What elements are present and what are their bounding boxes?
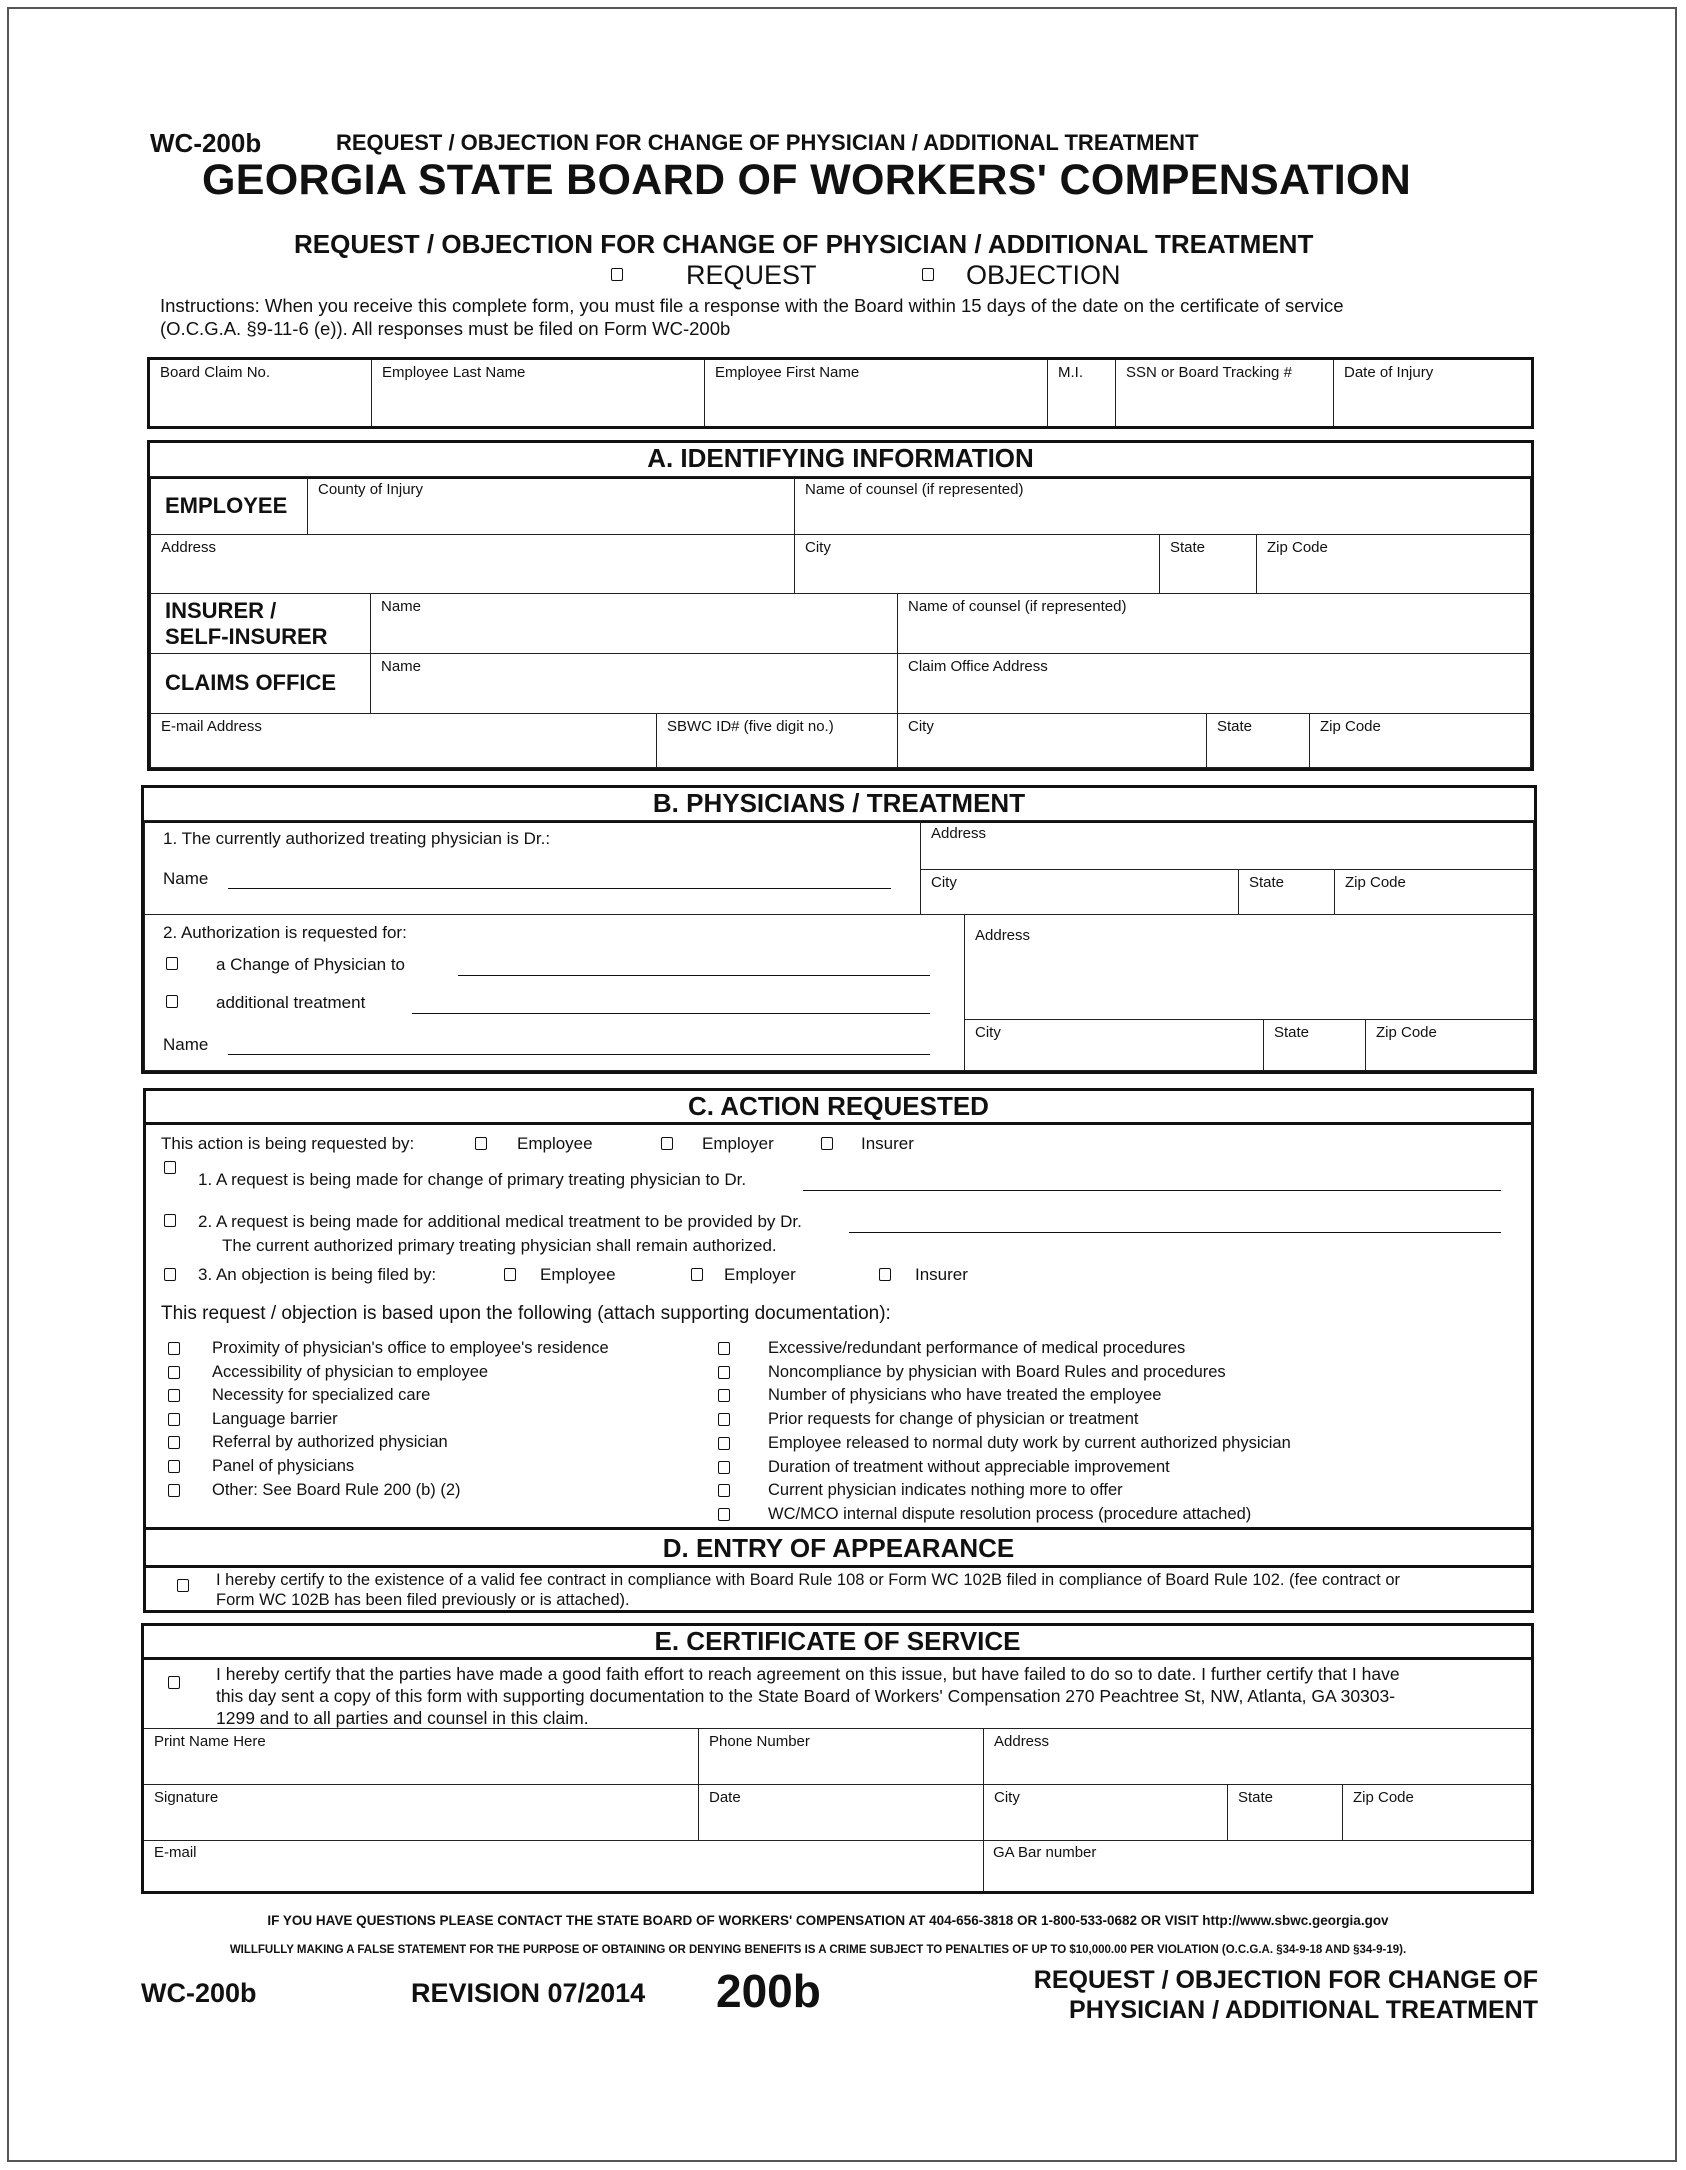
section-e-title: E. CERTIFICATE OF SERVICE [144,1626,1531,1660]
reason-checkbox[interactable] [168,1484,180,1497]
field-label: Print Name Here [154,1733,266,1750]
claim-office-address-field[interactable] [897,653,1531,714]
item1-label: 1. A request is being made for change of primary treating physician to Dr. [198,1170,747,1189]
employee-address-field[interactable] [150,534,795,594]
claim-header-table [147,357,1534,429]
claims-office-label: CLAIMS OFFICE [165,670,337,695]
item2-label: 2. A request is being made for additional medical treatment to be provided by Dr. [198,1212,802,1231]
requested-by-insurer-label: Insurer [861,1134,914,1153]
mi-field[interactable] [1048,360,1116,426]
reason-label: Accessibility of physician to employee [212,1362,489,1381]
address-field[interactable] [983,1728,1531,1785]
contact-notice: IF YOU HAVE QUESTIONS PLEASE CONTACT THE STATE BOARD OF WORKERS' COMPENSATION AT 404-656-3818 OR 1-800-533-0682 OR VISIT http://www.sbwc.georgia.gov [267,1913,1389,1928]
employee-zip-field[interactable] [1256,534,1531,594]
current-physician-name-input[interactable] [228,888,891,889]
field-label: SBWC ID# (five digit no.) [667,718,834,735]
current-physician-state-field[interactable] [1238,869,1335,915]
requested-physician-state-field[interactable] [1263,1019,1366,1071]
current-physician-address-field[interactable] [920,820,1534,870]
section-e [141,1623,1534,1894]
field-label: SSN or Board Tracking # [1126,364,1292,381]
employee-state-field[interactable] [1159,534,1257,594]
field-label: GA Bar number [993,1844,1097,1861]
field-label: City [908,718,934,735]
field-label: Date of Injury [1344,364,1434,381]
field-label: Name of counsel (if represented) [908,598,1127,615]
section-a [147,440,1534,771]
objection-insurer-checkbox[interactable] [879,1268,891,1281]
field-label: Claim Office Address [908,658,1048,675]
city-field[interactable] [983,1784,1228,1841]
current-physician-label: 1. The currently authorized treating physician is Dr.: [163,829,551,848]
email-field[interactable] [144,1840,984,1891]
reason-label: Excessive/redundant performance of medical procedures [768,1339,1186,1357]
reason-label: Employee released to normal duty work by current authorized physician [768,1433,1291,1452]
email-address-field[interactable] [150,713,657,768]
change-of-physician-label: a Change of Physician to [216,955,406,974]
employee-last-name-field[interactable] [372,360,705,426]
claims-city-field[interactable] [897,713,1207,768]
field-label: State [1170,539,1206,556]
field-label: City [931,874,957,891]
form-id: WC-200b [150,128,262,158]
field-label: Address [931,825,987,842]
reason-label: WC/MCO internal dispute resolution process (procedure attached) [768,1504,1252,1523]
objection-label: OBJECTION [966,260,1121,290]
ga-bar-number-field[interactable] [983,1840,1531,1891]
change-of-physician-input[interactable] [458,975,930,976]
reason-label: Prior requests for change of physician or treatment [768,1410,1139,1429]
insurer-counsel-field[interactable] [897,593,1531,654]
reason-label: Proximity of physician's office to employee's residence [212,1339,609,1357]
page-title: GEORGIA STATE BOARD OF WORKERS' COMPENSATION [202,156,1412,204]
field-label: State [1249,874,1285,891]
entry-of-appearance-text-1: I hereby certify to the existence of a valid fee contract in compliance with Board Rule 108 or Form WC 102B filed in compliance of Board Rule 102. (fee contract or [216,1571,1401,1589]
reason-label: Noncompliance by physician with Board Rules and procedures [768,1362,1226,1381]
reason-label: Current physician indicates nothing more to offer [768,1481,1123,1500]
footer-title-1: REQUEST / OBJECTION FOR CHANGE OF [1033,1966,1538,1994]
footer-form-id: WC-200b [141,1978,257,2008]
item1-physician-input[interactable] [803,1190,1501,1191]
form-heading: REQUEST / OBJECTION FOR CHANGE OF PHYSICIAN / ADDITIONAL TREATMENT [294,229,1314,259]
requested-by-employee-checkbox[interactable] [475,1137,487,1150]
date-of-injury-field[interactable] [1334,360,1531,426]
authorization-cell [144,914,965,1071]
claims-office-name-field[interactable] [370,653,898,714]
field-label: County of Injury [318,481,424,498]
certificate-text-1: I hereby certify that the parties have made a good faith effort to reach agreement on this issue, but have failed to do so to date. I further certify that I have [216,1664,1400,1684]
basis-label: This request / objection is based upon the following (attach supporting documentation): [161,1303,891,1324]
requested-by-employer-checkbox[interactable] [661,1137,673,1150]
section-c [143,1088,1534,1613]
field-label: City [805,539,831,556]
field-label: State [1238,1789,1274,1806]
reason-checkbox[interactable] [168,1366,180,1379]
entry-of-appearance-checkbox[interactable] [177,1579,189,1592]
penalty-warning: WILLFULLY MAKING A FALSE STATEMENT FOR THE PURPOSE OF OBTAINING OR DENYING BENEFITS IS A CRIME SUBJECT TO PENALTIES OF UP TO $10,000.00 PER VIOLATION (O.C.G.A. §34-9-18 AND §34-9-19). [229,1944,1407,1956]
insurer-label-cell [150,593,371,654]
reason-checkbox[interactable] [718,1413,730,1426]
field-label: E-mail Address [161,718,262,735]
additional-treatment-checkbox[interactable] [166,995,178,1008]
instructions-line-1: Instructions: When you receive this complete form, you must file a response with the Board within 15 days of the date on the certificate of service [160,295,1344,316]
objection-insurer-label: Insurer [915,1265,968,1284]
item2-physician-input[interactable] [849,1232,1501,1233]
reason-label: Duration of treatment without appreciable improvement [768,1457,1170,1476]
item2-checkbox[interactable] [164,1214,176,1227]
reason-checkbox[interactable] [168,1436,180,1449]
sbwc-id-field[interactable] [656,713,898,768]
reason-checkbox[interactable] [718,1437,730,1450]
request-checkbox[interactable] [611,268,623,281]
reason-label: Language barrier [212,1409,338,1428]
claims-zip-field[interactable] [1309,713,1531,768]
field-label: Address [994,1733,1050,1750]
employee-label-cell [150,476,308,535]
field-label: Address [975,927,1031,944]
requested-by-employer-label: Employer [702,1134,774,1153]
field-label: State [1217,718,1253,735]
requested-physician-address-field[interactable] [964,914,1534,1020]
item1-checkbox[interactable] [164,1161,176,1174]
reason-checkbox[interactable] [718,1508,730,1521]
certificate-checkbox[interactable] [168,1676,180,1689]
reason-label: Number of physicians who have treated the employee [768,1386,1162,1405]
item3-label: 3. An objection is being filed by: [198,1265,437,1284]
request-label: REQUEST [686,260,817,290]
requested-physician-name-input[interactable] [228,1054,930,1055]
field-label: Zip Code [1320,718,1381,735]
revision-label: REVISION 07/2014 [411,1978,646,2008]
reason-checkbox[interactable] [718,1366,730,1379]
objection-employee-checkbox[interactable] [504,1268,516,1281]
requested-by-employee-label: Employee [517,1134,593,1153]
reason-checkbox[interactable] [718,1389,730,1402]
field-label: Employee Last Name [382,364,526,381]
insurer-name-field[interactable] [370,593,898,654]
reason-checkbox[interactable] [168,1413,180,1426]
employee-label: EMPLOYEE [165,493,288,518]
field-label: Zip Code [1345,874,1406,891]
footer-title-2: PHYSICIAN / ADDITIONAL TREATMENT [1069,1996,1538,2024]
employee-counsel-field[interactable] [794,476,1531,535]
state-field[interactable] [1227,1784,1343,1841]
item3-checkbox[interactable] [164,1268,176,1281]
zip-code-field[interactable] [1342,1784,1531,1841]
requested-by-insurer-checkbox[interactable] [821,1137,833,1150]
employee-city-field[interactable] [794,534,1160,594]
section-b-title: B. PHYSICIANS / TREATMENT [144,788,1534,823]
print-name-field[interactable] [144,1728,699,1785]
signature-field[interactable] [144,1784,699,1841]
field-label: Name [381,598,422,615]
item2-continuation: The current authorized primary treating physician shall remain authorized. [222,1236,777,1255]
reason-checkbox[interactable] [718,1484,730,1497]
field-label: Signature [154,1789,219,1806]
field-label: City [975,1024,1001,1041]
reason-label: Referral by authorized physician [212,1433,448,1452]
additional-treatment-input[interactable] [412,1013,930,1014]
field-label: Zip Code [1353,1789,1414,1806]
section-c-title: C. ACTION REQUESTED [146,1091,1531,1125]
instructions-line-2: (O.C.G.A. §9-11-6 (e)). All responses must be filed on Form WC-200b [160,318,731,339]
field-label: Board Claim No. [160,364,271,381]
additional-treatment-label: additional treatment [216,993,366,1012]
objection-checkbox[interactable] [922,268,934,281]
change-of-physician-checkbox[interactable] [166,957,178,970]
reason-label: Necessity for specialized care [212,1386,431,1405]
name-label: Name [163,1035,209,1054]
field-label: E-mail [154,1844,197,1861]
reason-checkbox[interactable] [718,1342,730,1355]
reason-checkbox[interactable] [168,1342,180,1355]
reason-checkbox[interactable] [168,1460,180,1473]
county-of-injury-field[interactable] [307,476,795,535]
current-physician-cell [144,820,921,915]
employee-first-name-field[interactable] [705,360,1048,426]
name-label: Name [163,869,209,888]
field-label: Zip Code [1267,539,1328,556]
date-field[interactable] [698,1784,984,1841]
form-code: 200b [716,1965,821,2017]
current-physician-city-field[interactable] [920,869,1239,915]
reason-checkbox[interactable] [718,1461,730,1474]
requested-by-label: This action is being requested by: [161,1134,415,1153]
claims-state-field[interactable] [1206,713,1310,768]
reason-checkbox[interactable] [168,1389,180,1402]
field-label: Employee First Name [715,364,860,381]
reason-label: Panel of physicians [212,1457,355,1475]
reason-label: Other: See Board Rule 200 (b) (2) [212,1480,461,1499]
insurer-label: INSURER / SELF-INSURER [165,598,328,649]
entry-of-appearance-text-2: Form WC 102B has been filed previously or is attached). [216,1591,630,1609]
current-physician-zip-field[interactable] [1334,869,1534,915]
certificate-text-3: 1299 and to all parties and counsel in this claim. [216,1708,589,1728]
field-label: Name of counsel (if represented) [805,481,1024,498]
authorization-label: 2. Authorization is requested for: [163,923,407,942]
section-a-title: A. IDENTIFYING INFORMATION [150,443,1531,479]
ssn-field[interactable] [1116,360,1334,426]
field-label: Name [381,658,422,675]
field-label: Address [161,539,217,556]
requested-physician-zip-field[interactable] [1365,1019,1534,1071]
section-b [141,785,1537,1074]
claims-office-label-cell [150,653,371,714]
certificate-text-2: this day sent a copy of this form with supporting documentation to the State Board of Workers' Compensation 270 Peachtree St, NW, Atlanta, GA 30303- [216,1686,1396,1706]
field-label: City [994,1789,1020,1806]
objection-employee-label: Employee [540,1265,616,1284]
field-label: Date [709,1789,741,1806]
field-label: State [1274,1024,1310,1041]
requested-physician-city-field[interactable] [964,1019,1264,1071]
field-label: Zip Code [1376,1024,1437,1041]
form-subtitle: REQUEST / OBJECTION FOR CHANGE OF PHYSICIAN / ADDITIONAL TREATMENT [336,130,1199,155]
section-d-title: D. ENTRY OF APPEARANCE [146,1530,1531,1568]
field-label: M.I. [1058,364,1083,381]
phone-number-field[interactable] [698,1728,984,1785]
objection-employer-checkbox[interactable] [691,1268,703,1281]
board-claim-no-field[interactable] [150,360,372,426]
field-label: Phone Number [709,1733,810,1750]
objection-employer-label: Employer [724,1265,796,1284]
